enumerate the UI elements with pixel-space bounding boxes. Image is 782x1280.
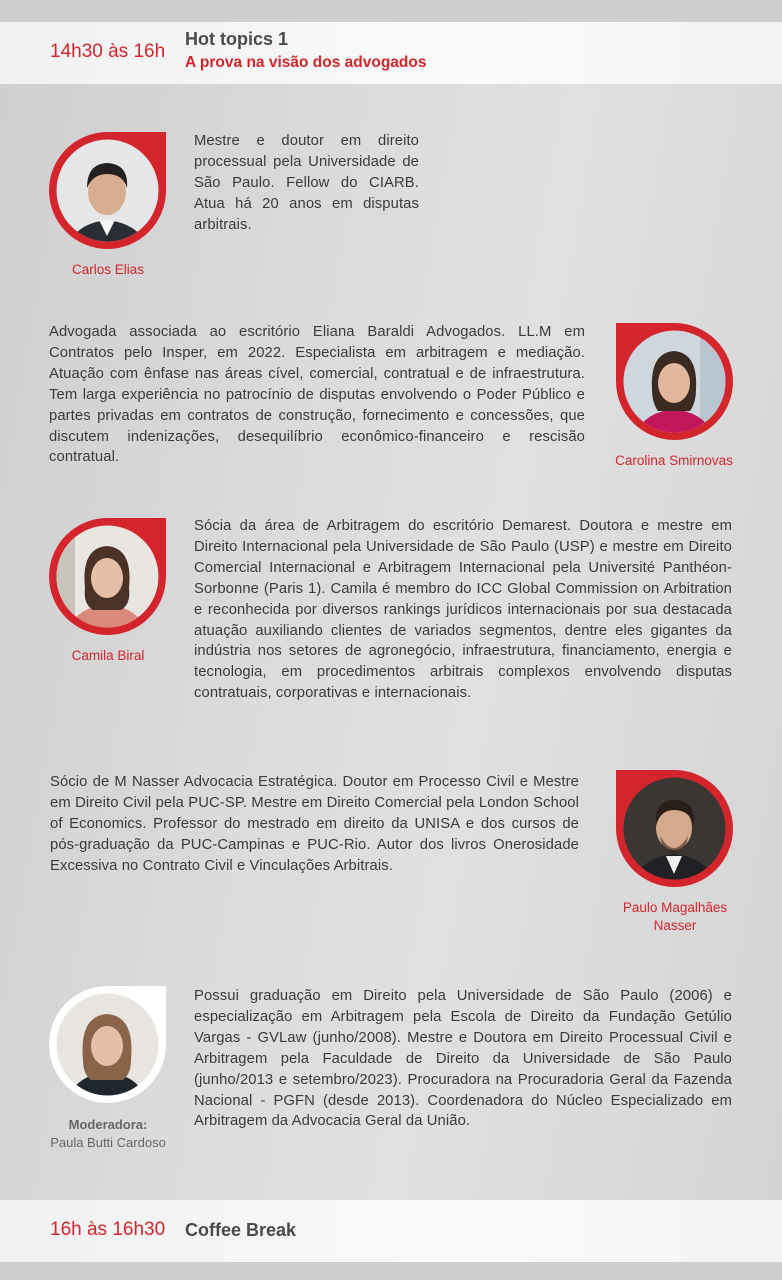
moderator-label-block (42, 1116, 174, 1152)
speaker-bio: Sócia da área de Arbitragem do escritório Demarest. Doutora e mestre em Direito Internacional pela Universidade de São Paulo (USP) e mestre em Direito Comercial Internacional e Arbitragem Internacional pela Université Panthéon-Sorbonne (Paris 1). Camila é membro do ICC Global Commission on Arbitration e reconhecida por diversos rankings jurídicos internacionais por sua destacada atuação auxiliando clientes de variados segmentos, dentre eles gigantes da indústria nos setores de agronegócio, infraestrutura, financiamento, energia e tecnologia, em procedimentos arbitrais complexos envolvendo disputas contratuais, corporativas e internacionais. (194, 518, 732, 702)
session-title: Hot topics 1 (185, 29, 289, 49)
session-time: 14h30 às 16h (50, 41, 166, 62)
speaker-bio: Mestre e doutor em direito processual pela Universidade de São Paulo. Fellow do CIARB. Atua há 20 anos em disputas arbitrais. (194, 133, 419, 233)
moderator-name: Paula Butti Cardoso (50, 1135, 166, 1150)
top-band (0, 0, 782, 22)
moderator-label: Moderadora: (68, 1117, 148, 1132)
speaker-name: Carlos Elias (71, 262, 145, 277)
speaker-bio: Sócio de M Nasser Advocacia Estratégica. Doutor em Processo Civil e Mestre em Direito Civil pela PUC-SP. Mestre em Direito Comercial pela London School of Economics. Professor do mestrado em direito da UNISA e dos cursos de pós-graduação da PUC-Campinas e PUC-Rio. Autor dos livros Onerosidade Excessiva no Contrato Civil e Vinculações Arbitrais. (50, 774, 579, 874)
session-subtitle: A prova na visão dos advogados (185, 54, 427, 71)
speaker-photo-carlos-elias (49, 132, 166, 249)
speaker-name: Paulo Magalhães Nasser (622, 900, 728, 933)
speaker-name: Camila Biral (71, 648, 145, 663)
moderator-bio: Possui graduação em Direito pela Universidade de São Paulo (2006) e especialização em Arbitragem pela Escola de Direito da Fundação Getúlio Vargas - GVLaw (junho/2008). Mestre e Doutora em Direito Processual Civil e Arbitragem pela Faculdade de Direito da Universidade de São Paulo (junho/2013 e setembro/2023). Procuradora na Procuradoria Geral da Fazenda Nacional - PGFN (desde 2013). Coordenadora do Núcleo Especializado em Arbitragem da Advocacia Geral da União. (194, 988, 732, 1130)
speaker-name: Carolina Smirnovas (615, 453, 733, 468)
speaker-photo-camila-biral (49, 518, 166, 635)
speaker-bio: Advogada associada ao escritório Eliana Baraldi Advogados. LL.M em Contratos pelo Insper, em 2022. Especialista em arbitragem e mediação. Atuação com ênfase nas áreas cível, comercial, contratual e de infraestrutura. Tem larga experiência no patrocínio de disputas envolvendo o Poder Público e partes privadas em contratos de construção, fornecimento e concessões, que discutem indenizações, desequilíbrio econômico-financeiro e rescisão contratual. (49, 324, 585, 466)
speaker-photo-paulo-nasser (616, 770, 733, 887)
bottom-band (0, 1262, 782, 1280)
speaker-photo-carolina-smirnovas (616, 323, 733, 440)
moderator-photo-paula-butti-cardoso (49, 986, 166, 1103)
break-time: 16h às 16h30 (50, 1219, 166, 1240)
break-title: Coffee Break (185, 1220, 297, 1240)
